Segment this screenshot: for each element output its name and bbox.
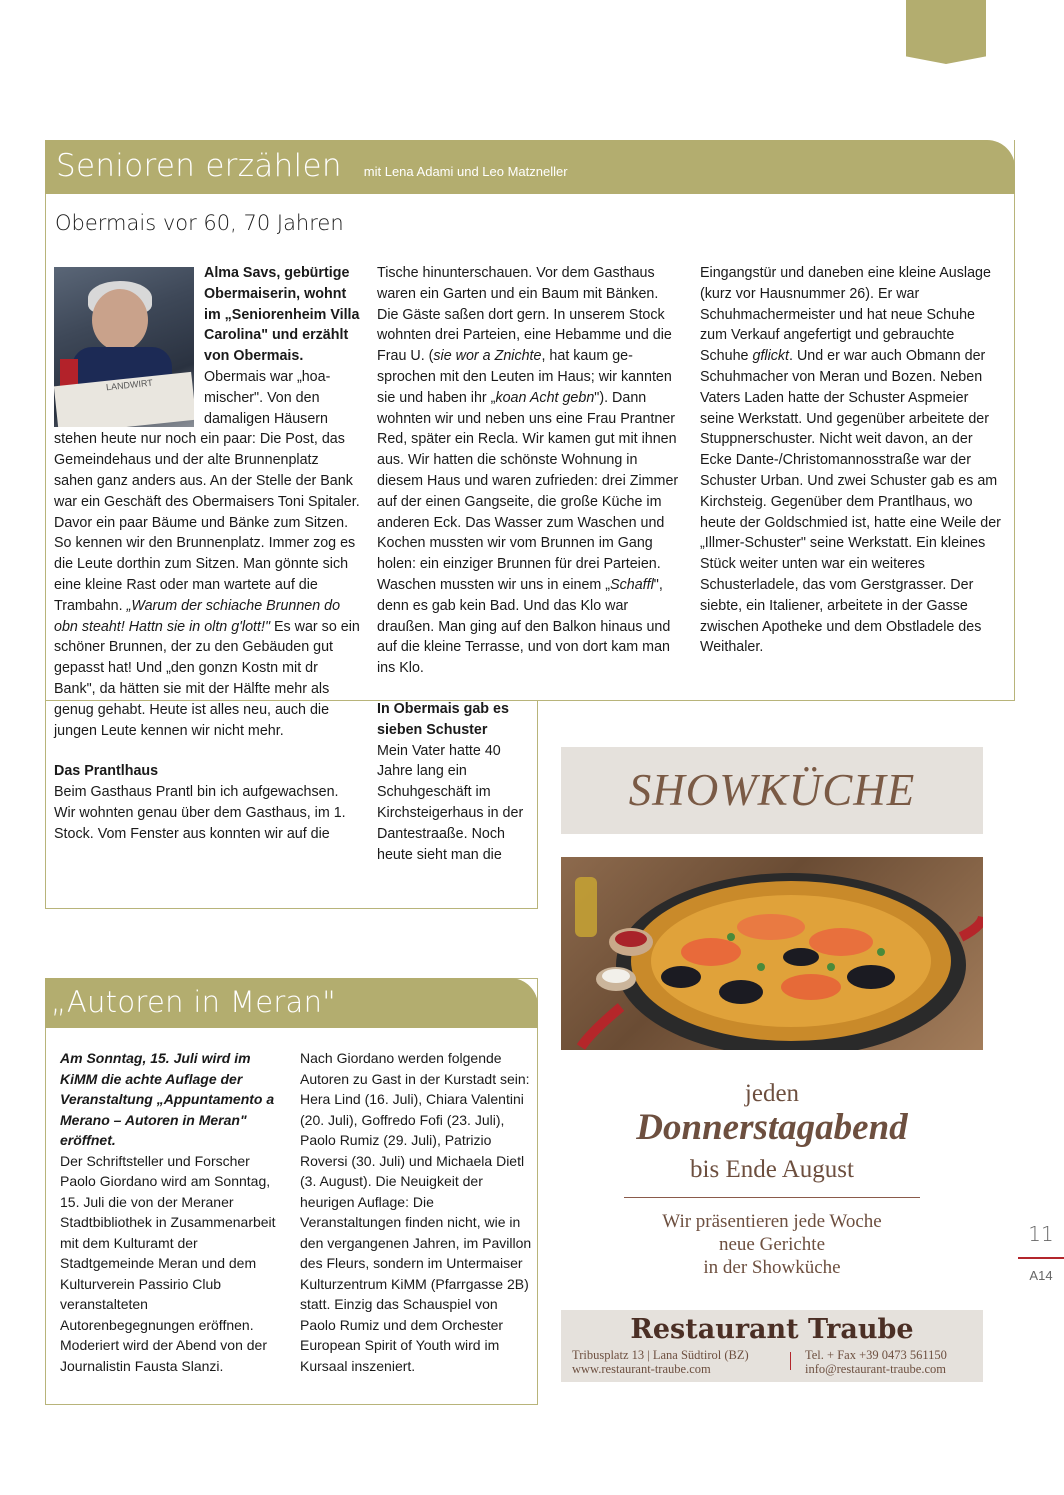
newspaper-label: LANDWIRT	[105, 377, 154, 393]
senioren-header	[45, 140, 1015, 194]
ad-divider	[624, 1197, 920, 1198]
ad-description: Wir präsentieren jede Woche neue Gerichte in der Showküche	[662, 1211, 882, 1278]
senioren-column-3	[700, 263, 1002, 658]
heading-schuster: In Obermais gab es sieben Schuster	[377, 700, 509, 738]
senioren-subtitle: mit Lena Adami und Leo Matzneller	[363, 164, 568, 179]
restaurant-traube-box	[561, 1310, 983, 1382]
senioren-title: Senioren erzählen	[56, 148, 342, 184]
intro-paragraph: Alma Savs, gebürtige Obermaiserin, wohnt im „Seniorenheim Villa Carolina" und erzählt von Obermais. Obermais war „hoamischer". Von den damaligen Häusern stehen heute nur noch ein paar: Die Post, das Gemeindehaus und der alte Brunnenplatz sahen ganz anders aus. An der Stelle der Bank war ein Geschäft des Obermaisers Toni Spitaler. Davor ein paar Bäume und Bänke zum Sitzen. So kennen wir den Brunnenplatz. Immer zog es die Leute dorthin zum Sitzen. Man gönnte sich eine kleine Rast oder man wartete auf die Trambahn. „Warum der schiache Brunnen do obn steaht! Hattn sie in oltn g'lott!" Es war so ein schöner Brunnen, der zu den Gebäuden gut gepasst hat! Und „den gonzn Kostn mit dr Bank", da hätten sie mit der Hälfte mehr als genug gehabt. Heute ist alles neu, auch die jungen Leute kennen wir nicht mehr.	[54, 265, 360, 739]
senioren-headline: Obermais vor 60, 70 Jahren	[55, 211, 344, 235]
corner-tab-marker	[906, 0, 986, 64]
senioren-column-1	[54, 263, 360, 845]
column-3-paragraph: Eingangstür und daneben eine kleine Auslage (kurz vor Hausnummer 26). Er war Schuhmachermeister und hat neue Schuhe zum Verkauf angefertigt und gebrauchte Schuhe gflickt. Und er war auch Obmann der Schuhmacher von Meran und Bozen. Neben Vaters Laden hatte der Schuster Aspmeier seine Werkstatt. Und gegenüber arbeitete der Stuppnerschuster. Nicht weit davon, an der Ecke Dante-/Christomannosstraße war der Schuster Urban. Und zwei Schuster gab es am Kirchsteig. Gegenüber dem Prantlhaus, wo heute der Goldschmied ist, hatte eine Weile der „Illmer-Schuster" seine Werkstatt. Ein kleines Stück weiter unten war ein weiteres Schusterladele, das vom Gerstgrasser. Der siebte, ein Italiener, arbeitete in der Gasse zwischen Apotheke und dem Obstladele des Weithaler.	[700, 265, 1001, 656]
page-code: A14	[1029, 1268, 1053, 1283]
showkueche-banner: SHOWKÜCHE	[561, 747, 983, 834]
schuster-paragraph: Mein Vater hatte 40 Jahre lang ein Schuhgeschäft im Kirchsteigerhaus in der Dantestraaße. Noch heute sieht man die	[377, 742, 524, 863]
autoren-title: „Autoren in Meran"	[51, 985, 336, 1019]
ad-line-bis-ende-august: bis Ende August	[690, 1156, 854, 1183]
portrait-photo	[54, 267, 194, 427]
page-number-rule	[1018, 1257, 1064, 1259]
column-2-paragraph: Tische hinunterschauen. Vor dem Gasthaus waren ein Garten und ein Baum mit Bänken. Die Gäste saßen dort gern. In unserem Stock wohnten drei Parteien, eine Hebamme und die Frau U. (sie wor a Znichte, hat kaum gesprochen mit den Leuten im Haus; wir kannten sie und haben ihr „koan Acht gebn"). Dann wohnten wir und neben uns eine Frau Prantner Red, später ein Recla. Wir kamen gut mit ihnen aus. Wir hatten die schönste Wohnung in diesem Haus und waren zufrieden: drei Zimmer auf der einen Gangseite, die große Küche im anderen Eck. Das Wasser zum Waschen und Kochen mussten wir vom Brunnen im Gang holen: ein einziger Brunnen für drei Parteien. Waschen mussten wir uns in einem „Schaffl", denn es gab kein Bad. Und das Klo war draußen. Man ging auf den Balkon hinaus und auf die kleine Terrasse, und von dort kam man ins Klo.	[377, 265, 679, 677]
paella-photo	[561, 857, 983, 1050]
autoren-paragraph-2: Nach Giordano werden folgende Autoren zu Gast in der Kurstadt sein: Hera Lind (16. Juli), Chiara Valentini (20. Juli), Goffredo Fofi (23. Juli), Paolo Rumiz (29. Juli), Patrizio Roversi (30. Juli) und Michaela Dietl (3. August). Die Neuigkeit der heurigen Auflage: Die Veranstaltungen finden nicht, wie in den vergangenen Jahren, im Pavillon des Fleurs, sondern im Untermaiser Kulturzentrum KiMM (Pfarrgasse 2B) statt. Einzig das Schauspiel von Paolo Rumiz und dem Orchester European Spirit of Youth wird im Kursaal inszeniert.	[300, 1050, 532, 1374]
autoren-column-1	[60, 1048, 282, 1376]
contact-separator	[790, 1352, 791, 1370]
autoren-header	[45, 978, 538, 1028]
restaurant-address: Tribusplatz 13 | Lana Südtirol (BZ) www.restaurant-traube.com	[572, 1348, 749, 1376]
intro-bold: Alma Savs, gebürtige Obermaiserin, wohnt im „Seniorenheim Villa Carolina" und erzählt von Obermais.	[204, 265, 360, 365]
heading-prantlhaus: Das Prantlhaus	[54, 763, 159, 780]
ad-line-jeden: jeden	[744, 1080, 800, 1107]
page-number: 11	[1028, 1222, 1054, 1246]
autoren-paragraph-1: Der Schriftsteller und Forscher Paolo Giordano wird am Sonntag, 15. Juli die von der Meraner Stadtbibliothek in Zusammenarbeit mit dem Kulturamt der Stadtgemeinde Meran und dem Kulturverein Passirio Club veranstalteten Autorenbegegnungen eröffnen. Moderiert wird der Abend von der Journalistin Fausta Slanzi.	[60, 1152, 276, 1374]
prantlhaus-paragraph: Beim Gasthaus Prantl bin ich aufgewachsen. Wir wohnten genau über dem Gasthaus, im 1. Stock. Vom Fenster aus konnten wir auf die	[54, 784, 346, 842]
restaurant-name: Restaurant Traube	[630, 1314, 914, 1345]
autoren-column-2	[300, 1048, 534, 1376]
restaurant-contact: Tel. + Fax +39 0473 561150 info@restaurant-traube.com	[805, 1348, 947, 1376]
ad-line-donnerstagabend: Donnerstagabend	[636, 1107, 908, 1148]
quote-brunnen: „Warum der schiache Brunnen do obn steaht! Hattn sie in oltn g'lott!"	[54, 597, 341, 635]
autoren-lead: Am Sonntag, 15. Juli wird im KiMM die achte Auflage der Veranstaltung „Appuntamento a Merano – Autoren in Meran" eröffnet.	[60, 1050, 275, 1148]
